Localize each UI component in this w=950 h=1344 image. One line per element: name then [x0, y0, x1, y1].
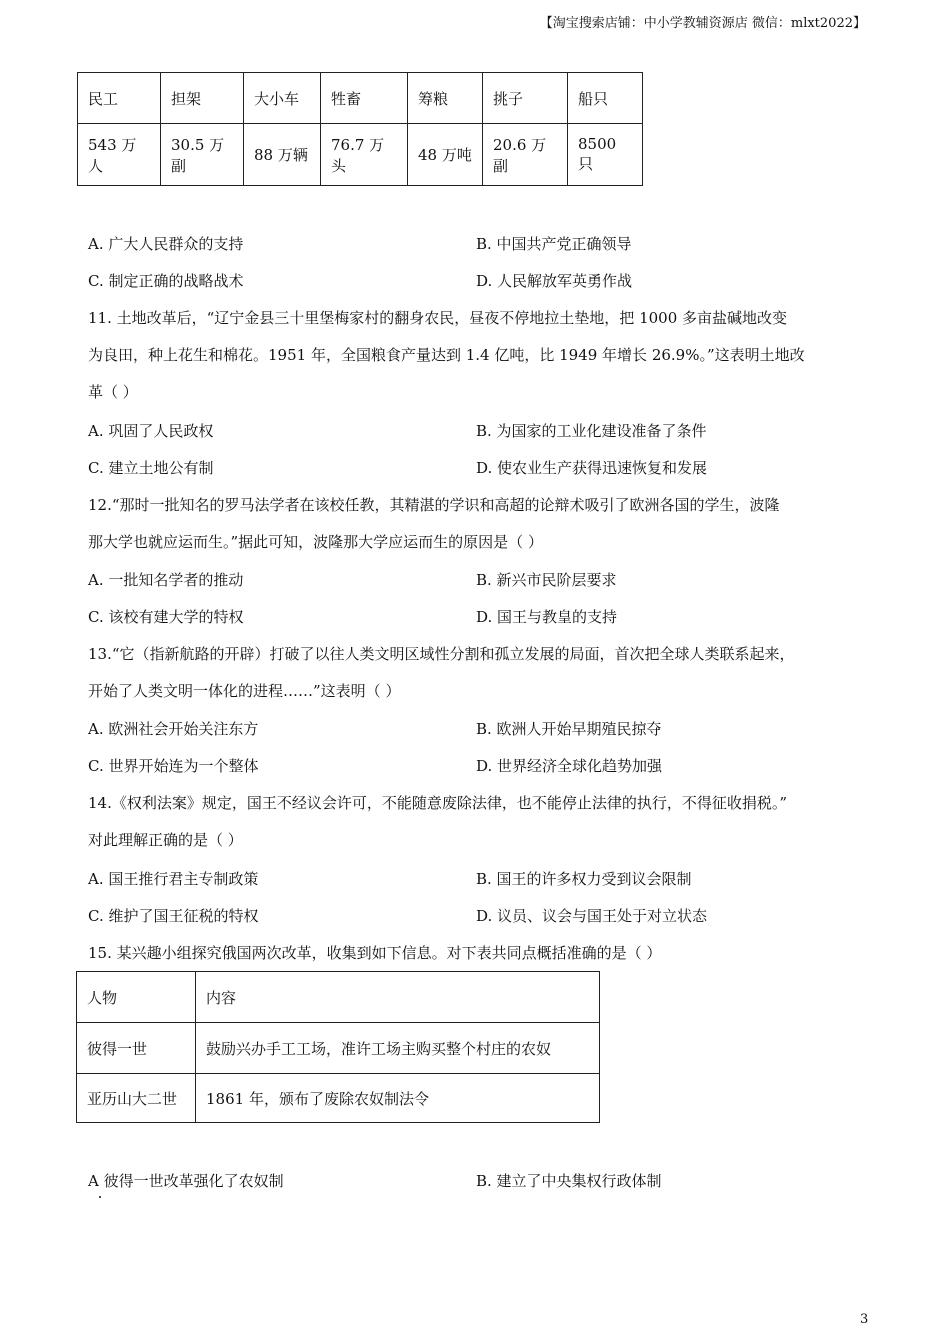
q12-option-a: A. 一批知名学者的推动 [88, 571, 244, 589]
supply-table [77, 72, 643, 186]
q11-stem-line-3: 革（ ） [88, 383, 138, 401]
table-cell: 担架 [161, 73, 244, 124]
q12-option-b: B. 新兴市民阶层要求 [476, 571, 617, 589]
q13-option-b: B. 欧洲人开始早期殖民掠夺 [476, 720, 662, 738]
table-cell: 20.6 万副 [483, 124, 568, 186]
q14-stem-line-1: 14.《权利法案》规定，国王不经议会许可，不能随意废除法律，也不能停止法律的执行，不得征收捐税。” [88, 794, 788, 812]
q10-option-c: C. 制定正确的战略战术 [88, 272, 244, 290]
table-cell: 48 万吨 [408, 124, 483, 186]
table-header-row [77, 972, 600, 1023]
q13-stem-line-1: 13.“它（指新航路的开辟）打破了以往人类文明区域性分割和孤立发展的局面，首次把全球人类联系起来， [88, 645, 795, 663]
q14-option-b: B. 国王的许多权力受到议会限制 [476, 870, 692, 888]
table-cell: 30.5 万副 [161, 124, 244, 186]
table-row [77, 1074, 600, 1123]
q11-option-d: D. 使农业生产获得迅速恢复和发展 [476, 459, 708, 477]
q12-option-c: C. 该校有建大学的特权 [88, 608, 244, 626]
q11-option-a: A. 巩固了人民政权 [88, 422, 214, 440]
q15-option-b: B. 建立了中央集权行政体制 [476, 1172, 662, 1190]
q11-option-c: C. 建立土地公有制 [88, 459, 214, 477]
q10-option-d: D. 人民解放军英勇作战 [476, 272, 633, 290]
table-cell: 挑子 [483, 73, 568, 124]
table-cell: 筹粮 [408, 73, 483, 124]
table-cell: 人物 [77, 972, 196, 1023]
table-cell: 543 万人 [78, 124, 161, 186]
table-cell: 亚历山大二世 [77, 1074, 196, 1123]
table-cell: 船只 [568, 73, 643, 124]
emphasis-dot [99, 1196, 101, 1198]
q11-stem-line-2: 为良田，种上花生和棉花。1951 年，全国粮食产量达到 1.4 亿吨，比 1949 年增长 26.9%。”这表明土地改 [88, 346, 805, 364]
table-cell: 彼得一世 [77, 1023, 196, 1074]
table-cell: 88 万辆 [244, 124, 321, 186]
table-cell: 民工 [78, 73, 161, 124]
table-cell: 8500 只 [568, 124, 643, 186]
table-cell: 1861 年，颁布了废除农奴制法令 [196, 1074, 600, 1123]
table-cell: 牲畜 [321, 73, 408, 124]
table-header-row [78, 73, 643, 124]
table-cell: 大小车 [244, 73, 321, 124]
q14-option-a: A. 国王推行君主专制政策 [88, 870, 259, 888]
q13-option-d: D. 世界经济全球化趋势加强 [476, 757, 663, 775]
q14-stem-line-2: 对此理解正确的是（ ） [88, 831, 243, 849]
q14-option-c: C. 维护了国王征税的特权 [88, 907, 259, 925]
q10-option-b: B. 中国共产党正确领导 [476, 235, 632, 253]
q11-stem-line-1: 11. 土地改革后，“辽宁金县三十里堡梅家村的翻身农民，昼夜不停地拉土垫地，把 1000 多亩盐碱地改变 [88, 309, 788, 327]
table-cell: 鼓励兴办手工工场，准许工场主购买整个村庄的农奴 [196, 1023, 600, 1074]
q12-stem-line-1: 12.“那时一批知名的罗马法学者在该校任教，其精湛的学识和高超的论辩术吸引了欧洲各国的学生，波隆 [88, 496, 780, 514]
reform-table [76, 971, 600, 1123]
q12-option-d: D. 国王与教皇的支持 [476, 608, 618, 626]
q10-option-a: A. 广大人民群众的支持 [88, 235, 244, 253]
q15-stem: 15. 某兴趣小组探究俄国两次改革，收集到如下信息。对下表共同点概括准确的是（ ） [88, 944, 662, 962]
q12-stem-line-2: 那大学也就应运而生。”据此可知，波隆那大学应运而生的原因是（ ） [88, 533, 543, 551]
table-row [77, 1023, 600, 1074]
q15-option-a: A 彼得一世改革强化了农奴制 [88, 1172, 284, 1190]
page-number: 3 [860, 1312, 869, 1327]
table-value-row [78, 124, 643, 186]
q13-option-a: A. 欧洲社会开始关注东方 [88, 720, 259, 738]
table-cell: 内容 [196, 972, 600, 1023]
page-header: 【淘宝搜索店铺：中小学教辅资源店 微信：mlxt2022】 [539, 16, 866, 31]
table-cell: 76.7 万头 [321, 124, 408, 186]
q13-option-c: C. 世界开始连为一个整体 [88, 757, 259, 775]
q14-option-d: D. 议员、议会与国王处于对立状态 [476, 907, 708, 925]
q11-option-b: B. 为国家的工业化建设准备了条件 [476, 422, 707, 440]
q13-stem-line-2: 开始了人类文明一体化的进程……”这表明（ ） [88, 682, 401, 700]
